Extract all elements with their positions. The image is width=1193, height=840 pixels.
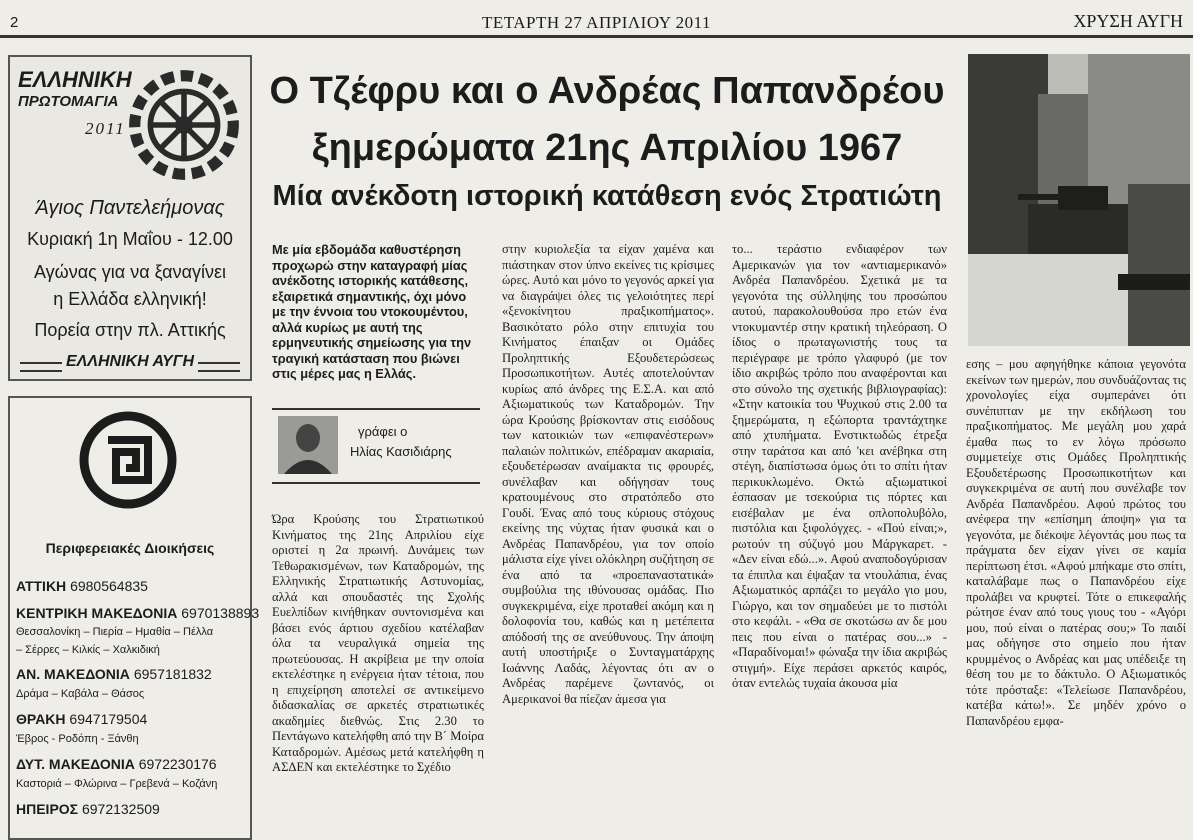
- ad-title-line2: ΠΡΩΤΟΜΑΓΙΑ: [18, 93, 119, 110]
- article-column-3: το... τεράστιο ενδιαφέρον των Αμερικανών για τον «αντιαμερικανό» Ανδρέα Παπανδρέου. Σχετικά με τα γεγονότα της σύλληψης του προσώπου αυτού, παρακολουθούσα προ ετών ένα ντοκυμαντέρ στην κρατική τηλεόραση. Ο ίδιος ο πρωταγωνιστής τους τα περιέγραφε με τρόπο γλαφυρό (με τον ίδιο ακριβώς τρόπο που αναφέρονται και στο σύνολο της σχετικής βιβλιογραφίας): «Στην κατοικία του Ψυχικού στις 2.00 τα ξημερώματα, η εξώπορτα τραντάχτηκε από χτυπήματα. Ενστικτωδώς έτρεξα στην ταράτσα και από 'κει ανέβηκα στη στέγη, διαπίστωσα όμως ότι το σπίτι ήταν περικυκλωμένο. Οκτώ αξιωματικοί έσπασαν με τσεκούρια τις πόρτες και εισέβαλαν με ένα οπλοπολυβόλο, πιστόλια και ξιφολόγχες. - «Πού είναι;», ρωτούν τη σύζυγό μου Μάργκαρετ. - «Δεν είναι εδώ...». Αφού αναποδογύρισαν τα έπιπλα και έψαξαν τα ντουλάπια, ένας Αξιωματικός αρπάζει το μεγάλο γιο μου, Γιώργο, και τον σημαδεύει με το πιστόλι στο κεφάλι. - «Θα σε σκοτώσω αν δε μου πεις που είναι ο πατέρας σου...» - «Παραδίνομαι!» φώναξα την ίδια ακριβώς στιγμή». Είχε περάσει αρκετός καιρός, όταν εντελώς τυχαία άκουσα μία: [732, 242, 947, 690]
- region-phone: 6970138893: [181, 605, 260, 621]
- regional-contacts-box: [8, 396, 260, 840]
- ad-title-line1: ΕΛΛΗΝΙΚΗ: [18, 67, 132, 92]
- newspaper-name: ΧΡΥΣΗ ΑΥΓΗ: [1073, 11, 1183, 31]
- article-column-1: Ώρα Κρούσης του Στρατιωτικού Κινήματος της 21ης Απριλίου είχε οριστεί η 2α πρωινή. Δυνάμεις των Τεθωρακισμένων, των Καταδρομών, της Ελληνικής Στρατιωτικής Αστυνομίας, αλλά και σπουδαστές της Σχολής Ευελπίδων κινήθηκαν συντονισμένα και βάσει ενός άρτιου σχεδίου κατέλαβαν όλα τα νευραλγικά σημεία της πρωτεύουσας. Η ακρίβεια με την οποία εκτελέστηκε η ενέργεια ήταν τέτοια, που η επιχείρηση αποτελεί σε αντικείμενο διδασκαλίας σε αρκετές στρατιωτικές ακαδημίες διεθνώς. Στις 2.30 το Πεντάγωνο κατελήφθη από την Β΄ Μοίρα Καταδρομών. Αμέσως μετά κατελήφθη η ΑΣΔΕΝ και εκτελέστηκε το Σχέδιο: [272, 512, 484, 774]
- headline-line1: Ο Τζέφρυ και ο Ανδρέας Παπανδρέου: [269, 70, 945, 112]
- byline: [272, 408, 480, 484]
- wheel-emblem-icon: [128, 69, 240, 181]
- byline-label: γράφει ο: [358, 424, 408, 439]
- subheadline: Μία ανέκδοτη ιστορική κατάθεση ενός Στρατιώτη: [272, 180, 942, 212]
- ad-slogan-line2: η Ελλάδα ελληνική!: [53, 289, 207, 309]
- ad-year: 2011: [85, 119, 126, 138]
- region-phone: 6947179504: [69, 711, 148, 727]
- meander-logo-icon: [78, 410, 178, 510]
- region-areas: Θεσσαλονίκη – Πιερία – Ημαθία – Πέλλα: [16, 626, 214, 638]
- issue-date: ΤΕΤΑΡΤΗ 27 ΑΠΡΙΛΙΟΥ 2011: [481, 13, 712, 32]
- ad-date-time: Κυριακή 1η Μαΐου - 12.00: [27, 229, 233, 249]
- page-number: 2: [10, 14, 19, 31]
- article-lead: Με μία εβδομάδα καθυστέρηση προχωρώ στην καταγραφή μίας ανέκδοτης ιστορικής κατάθεσης, εξαιρετικά σημαντικής, όχι μόνο με την έννοια του ντοκουμέντου, αλλά κυρίως με αυτή της ερμηνευτικής σημείωσης για την τραγική κατάσταση που βιώνει στις μέρες μας η Ελλάς.: [272, 242, 472, 381]
- ad-march-info: Πορεία στην πλ. Αττικής: [34, 320, 226, 340]
- region-phone: 6957181832: [133, 666, 212, 682]
- article-column-2: στην κυριολεξία τα είχαν χαμένα και πιάστηκαν στον ύπνο εκείνες τις κρίσιμες ώρες. Αυτό και μόνο το γεγονός αρκεί για να διαγράψει όλες τις γελοιότητες περί «ξενοκίνητου πραξικοπήματος». Βασικότατο ρόλο στην επιτυχία του Κινήματος έπαιξαν οι Ομάδες Προληπτικής Εξουδετερώσεως Προσωπικοτήτων. Αυτές αποτελούνταν κυρίως από άνδρες της Ε.Σ.Α. και από Αξιωματικούς των Καταδρομών. Την ώρα Κρούσης βρίσκονταν στις εισόδους των κατοικιών των «επιφανέστερων» παλαιών πολιτικών, επέδραμαν ακαριαία, εξουδετέρωσαν αναίμακτα τις φρουρές, συνέλαβαν και οδήγησαν τους κρατουμένους στο στρατόπεδο στο Γουδί. Ένας από τους κύριους στόχους εκείνης της νύχτας ήταν φυσικά και ο Ανδρέας Παπανδρέου, για τον οποίο μάλιστα είχε γίνει ολόκληρη συζήτηση σε ένα από τα «προεπαναστατικά» συμβούλια της ιθύνουσας ομάδας. Πιο συγκεκριμένα, είχε προταθεί ακόμη και η δολοφονία του, καθώς και η μετέπειτα απόδοσή της σε ανεύθυνους. Την άποψη αυτή υποστήριξε ο Συνταγματάρχης Ιωάννης Λαδάς, λέγοντας ότι αν ο Ανδρέας παρέμενε ζωντανός, οι Αμερικανοί θα πίεζαν άμεσα για: [502, 242, 714, 706]
- region-areas: – Σέρρες – Κιλκίς – Χαλκιδική: [16, 644, 160, 656]
- region-epirus: ΗΠΕΙΡΟΣ 6972132509: [16, 801, 160, 817]
- region-phone: 6972230176: [138, 756, 217, 772]
- headline-line2: ξημερώματα 21ης Απριλίου 1967: [311, 127, 903, 169]
- region-areas: Έβρος - Ροδόπη - Ξάνθη: [16, 733, 139, 745]
- region-areas: Καστοριά – Φλώρινα – Γρεβενά – Κοζάνη: [16, 778, 218, 790]
- region-thrace: ΘΡΑΚΗ 6947179504: [16, 711, 148, 727]
- byline-author: Ηλίας Κασιδιάρης: [350, 444, 452, 459]
- contacts-heading: Περιφερειακές Διοικήσεις: [45, 540, 215, 556]
- ad-location: Άγιος Παντελεήμονας: [35, 197, 225, 219]
- tank-street-photo: [968, 54, 1190, 346]
- region-east-macedonia: ΑΝ. ΜΑΚΕΔΟΝΙΑ 6957181832: [16, 666, 212, 682]
- region-phone: 6972132509: [81, 801, 160, 817]
- ad-slogan-line1: Αγώνας για να ξαναγίνει: [33, 262, 227, 282]
- region-phone: 6980564835: [70, 578, 148, 594]
- region-areas: Δράμα – Καβάλα – Θάσος: [16, 688, 145, 700]
- header-rule: [0, 35, 1193, 38]
- ad-footer: ΕΛΛΗΝΙΚΗ ΑΥΓΗ: [65, 353, 195, 370]
- author-photo: [278, 416, 338, 474]
- article-column-4: εσης – μου αφηγήθηκε κάποια γεγονότα εκείνων των ημερών, που συνδυάζοντας τις χρονολογίες είχα συμπεράνει ότι συνέπιπταν με την εκδήλωση του πραξικοπήματος. Με μεγάλη μου χαρά έμαθα πως το εν λόγω πρόσωπο συμμετείχε στις Ομάδες Προληπτικής Εξουδετέρωσης Προσωπικοτήτων και συγκεκριμένα σε αυτή που συνέλαβε τον Ανδρέα Παπανδρέου. Αφού πρώτος του ανέφερα την «επίσημη άποψη» για τα γεγονότα, με διέκοψε λέγοντάς μου πως τα πράγματα δεν είχαν γίνει σε καμία περίπτωση έτσι. «Αφού μπήκαμε στο σπίτι, καταλάβαμε πως ο Παπανδρέου είχε προλάβει να κρυφτεί. Τότε ο επικεφαλής ρώτησε έναν από τους γιους του - «Αγόρι μου, πού είναι ο πατέρας σου;» Το παιδί μας οδήγησε στο σημείο που ήταν κρυμμένος ο Ανδρέας και μας υπέδειξε τη θέση του με το δάκτυλο. Ο Αξιωματικός τότε πρόσταξε: «Τελείωσε Παπανδρέου, κατέβα κάτω!». Σε μηδέν χρόνο ο Παπανδρέου εμφα-: [966, 357, 1187, 728]
- region-attiki: ΑΤΤΙΚΗ 6980564835: [16, 578, 148, 594]
- region-west-macedonia: ΔΥΤ. ΜΑΚΕΔΟΝΙΑ 6972230176: [16, 756, 217, 772]
- may-day-ad: [8, 55, 252, 381]
- region-central-macedonia: ΚΕΝΤΡΙΚΗ ΜΑΚΕΔΟΝΙΑ 6970138893: [16, 605, 260, 621]
